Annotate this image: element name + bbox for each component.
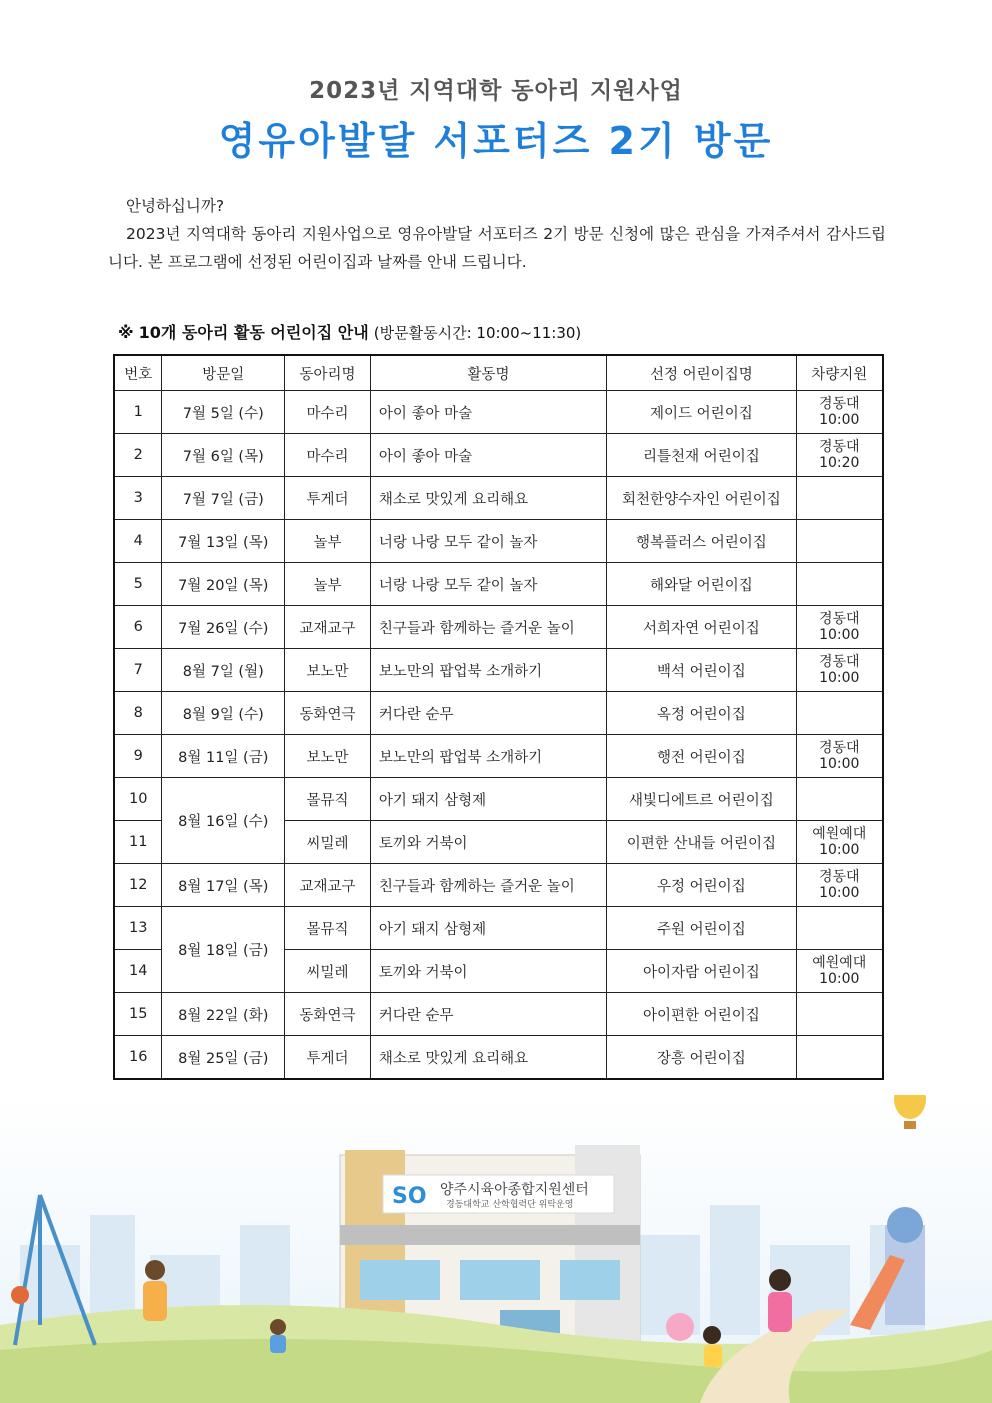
car-provider: 경동대 (819, 654, 860, 670)
header-activity: 활동명 (370, 355, 606, 391)
cell-car (796, 864, 883, 907)
table-row (114, 735, 883, 778)
footer-illustration (0, 1095, 992, 1403)
cell-no: 9 (114, 735, 162, 778)
table-row (114, 606, 883, 649)
cell-no: 3 (114, 477, 162, 520)
section-title: 10개 동아리 활동 어린이집 안내 (138, 323, 369, 342)
table-row (114, 907, 883, 950)
cell-no: 6 (114, 606, 162, 649)
cell-club: 마수리 (285, 391, 371, 434)
intro-greeting: 안녕하십니까? (126, 197, 225, 215)
cell-date: 7월 6일 (목) (162, 434, 285, 477)
cell-club: 투게더 (285, 477, 371, 520)
intro-body: 2023년 지역대학 동아리 지원사업으로 영유아발달 서포터즈 2기 방문 신청에 많은 관심을 가져주셔서 감사드립니다. 본 프로그램에 선정된 어린이집과 날짜를 안내 드립니다. (108, 225, 886, 271)
cell-activity: 아기 돼지 삼형제 (370, 907, 606, 950)
schedule-table (113, 354, 884, 1080)
cell-no: 1 (114, 391, 162, 434)
cell-car (796, 391, 883, 434)
car-provider: 경동대 (819, 396, 860, 412)
table-row (114, 649, 883, 692)
cell-activity: 아이 좋아 마술 (370, 434, 606, 477)
cell-activity: 보노만의 팝업북 소개하기 (370, 649, 606, 692)
table-row (114, 391, 883, 434)
cell-center: 행복플러스 어린이집 (607, 520, 796, 563)
cell-club: 놀부 (285, 520, 371, 563)
cell-activity: 친구들과 함께하는 즐거운 놀이 (370, 864, 606, 907)
cell-date: 8월 17일 (목) (162, 864, 285, 907)
cell-club: 씨밀레 (285, 950, 371, 993)
car-time: 10:00 (819, 971, 860, 987)
car-provider: 예원예대 (812, 955, 867, 971)
car-provider: 경동대 (819, 439, 860, 455)
cell-no: 5 (114, 563, 162, 606)
cell-car (796, 907, 883, 950)
car-time: 10:00 (819, 670, 860, 686)
cell-club: 보노만 (285, 649, 371, 692)
cell-activity: 토끼와 거북이 (370, 821, 606, 864)
center-logo (383, 1175, 614, 1213)
cell-center: 행전 어린이집 (607, 735, 796, 778)
table-row (114, 520, 883, 563)
car-time: 10:20 (819, 455, 860, 471)
cell-center: 아이편한 어린이집 (607, 993, 796, 1036)
header-date: 방문일 (162, 355, 285, 391)
cell-activity: 너랑 나랑 모두 같이 놀자 (370, 520, 606, 563)
cell-club: 동화연극 (285, 993, 371, 1036)
header-car: 차량지원 (796, 355, 883, 391)
cell-date: 8월 9일 (수) (162, 692, 285, 735)
logo-name: 양주시육아종합지원센터 (440, 1182, 589, 1198)
table-row (114, 434, 883, 477)
cell-center: 옥정 어린이집 (607, 692, 796, 735)
cell-no: 10 (114, 778, 162, 821)
cell-activity: 채소로 맛있게 요리해요 (370, 1036, 606, 1080)
cell-no: 4 (114, 520, 162, 563)
cell-center: 주원 어린이집 (607, 907, 796, 950)
cell-club: 씨밀레 (285, 821, 371, 864)
cell-date: 8월 16일 (수) (162, 778, 285, 864)
cell-date: 7월 13일 (목) (162, 520, 285, 563)
cell-center: 이편한 산내들 어린이집 (607, 821, 796, 864)
cell-date: 8월 11일 (금) (162, 735, 285, 778)
cell-car (796, 606, 883, 649)
cell-activity: 너랑 나랑 모두 같이 놀자 (370, 563, 606, 606)
table-row (114, 864, 883, 907)
cell-club: 마수리 (285, 434, 371, 477)
car-time: 10:00 (819, 627, 860, 643)
cell-no: 8 (114, 692, 162, 735)
table-header-row (114, 355, 883, 391)
cell-no: 2 (114, 434, 162, 477)
cell-club: 동화연극 (285, 692, 371, 735)
car-time: 10:00 (819, 842, 860, 858)
cell-club: 교재교구 (285, 864, 371, 907)
cell-center: 장흥 어린이집 (607, 1036, 796, 1080)
cell-no: 16 (114, 1036, 162, 1080)
cell-car (796, 563, 883, 606)
cell-date: 7월 5일 (수) (162, 391, 285, 434)
cell-center: 해와달 어린이집 (607, 563, 796, 606)
page-title: 영유아발달 서포터즈 2기 방문 (218, 119, 774, 163)
cell-car (796, 520, 883, 563)
cell-no: 14 (114, 950, 162, 993)
cell-date: 8월 22일 (화) (162, 993, 285, 1036)
cell-club: 몰뮤직 (285, 778, 371, 821)
cell-date: 7월 7일 (금) (162, 477, 285, 520)
cell-center: 제이드 어린이집 (607, 391, 796, 434)
cell-club: 몰뮤직 (285, 907, 371, 950)
cell-date: 7월 20일 (목) (162, 563, 285, 606)
intro (108, 192, 886, 276)
cell-no: 15 (114, 993, 162, 1036)
cell-activity: 아기 돼지 삼형제 (370, 778, 606, 821)
car-time: 10:00 (819, 412, 860, 428)
cell-date: 8월 18일 (금) (162, 907, 285, 993)
table-row (114, 778, 883, 821)
car-time: 10:00 (819, 885, 860, 901)
table-row (114, 477, 883, 520)
cell-center: 백석 어린이집 (607, 649, 796, 692)
cell-car (796, 735, 883, 778)
cell-activity: 아이 좋아 마술 (370, 391, 606, 434)
car-time: 10:00 (819, 756, 860, 772)
table-row (114, 692, 883, 735)
cell-date: 7월 26일 (수) (162, 606, 285, 649)
section-heading (118, 320, 581, 343)
cell-center: 회천한양수자인 어린이집 (607, 477, 796, 520)
cell-center: 서희자연 어린이집 (607, 606, 796, 649)
cell-club: 보노만 (285, 735, 371, 778)
table-row (114, 1036, 883, 1080)
cell-club: 놀부 (285, 563, 371, 606)
reference-mark: ※ (118, 323, 134, 342)
logo-subtitle: 경동대학교 산학협력단 위탁운영 (446, 1200, 574, 1210)
cell-date: 8월 7일 (월) (162, 649, 285, 692)
logo-mark: SO (392, 1184, 427, 1209)
header-no: 번호 (114, 355, 162, 391)
cell-car (796, 778, 883, 821)
cell-car (796, 821, 883, 864)
car-provider: 예원예대 (812, 826, 867, 842)
cell-no: 12 (114, 864, 162, 907)
cell-club: 투게더 (285, 1036, 371, 1080)
table-row (114, 563, 883, 606)
cell-car (796, 1036, 883, 1080)
cell-car (796, 950, 883, 993)
page-subtitle: 2023년 지역대학 동아리 지원사업 (309, 78, 683, 104)
car-provider: 경동대 (819, 611, 860, 627)
cell-activity: 커다란 순무 (370, 692, 606, 735)
cell-date: 8월 25일 (금) (162, 1036, 285, 1080)
cell-center: 우정 어린이집 (607, 864, 796, 907)
cell-activity: 커다란 순무 (370, 993, 606, 1036)
cell-club: 교재교구 (285, 606, 371, 649)
section-note: (방문활동시간: 10:00~11:30) (373, 324, 582, 342)
cell-center: 새빛디에트르 어린이집 (607, 778, 796, 821)
cell-car (796, 649, 883, 692)
cell-no: 13 (114, 907, 162, 950)
header-center: 선정 어린이집명 (607, 355, 796, 391)
cell-car (796, 993, 883, 1036)
car-provider: 경동대 (819, 740, 860, 756)
table-row (114, 993, 883, 1036)
cell-activity: 친구들과 함께하는 즐거운 놀이 (370, 606, 606, 649)
cell-center: 아이자람 어린이집 (607, 950, 796, 993)
cell-center: 리틀천재 어린이집 (607, 434, 796, 477)
cell-activity: 보노만의 팝업북 소개하기 (370, 735, 606, 778)
cell-car (796, 434, 883, 477)
cell-activity: 채소로 맛있게 요리해요 (370, 477, 606, 520)
cell-car (796, 692, 883, 735)
header-club: 동아리명 (285, 355, 371, 391)
cell-car (796, 477, 883, 520)
cell-activity: 토끼와 거북이 (370, 950, 606, 993)
cell-no: 7 (114, 649, 162, 692)
car-provider: 경동대 (819, 869, 860, 885)
cell-no: 11 (114, 821, 162, 864)
